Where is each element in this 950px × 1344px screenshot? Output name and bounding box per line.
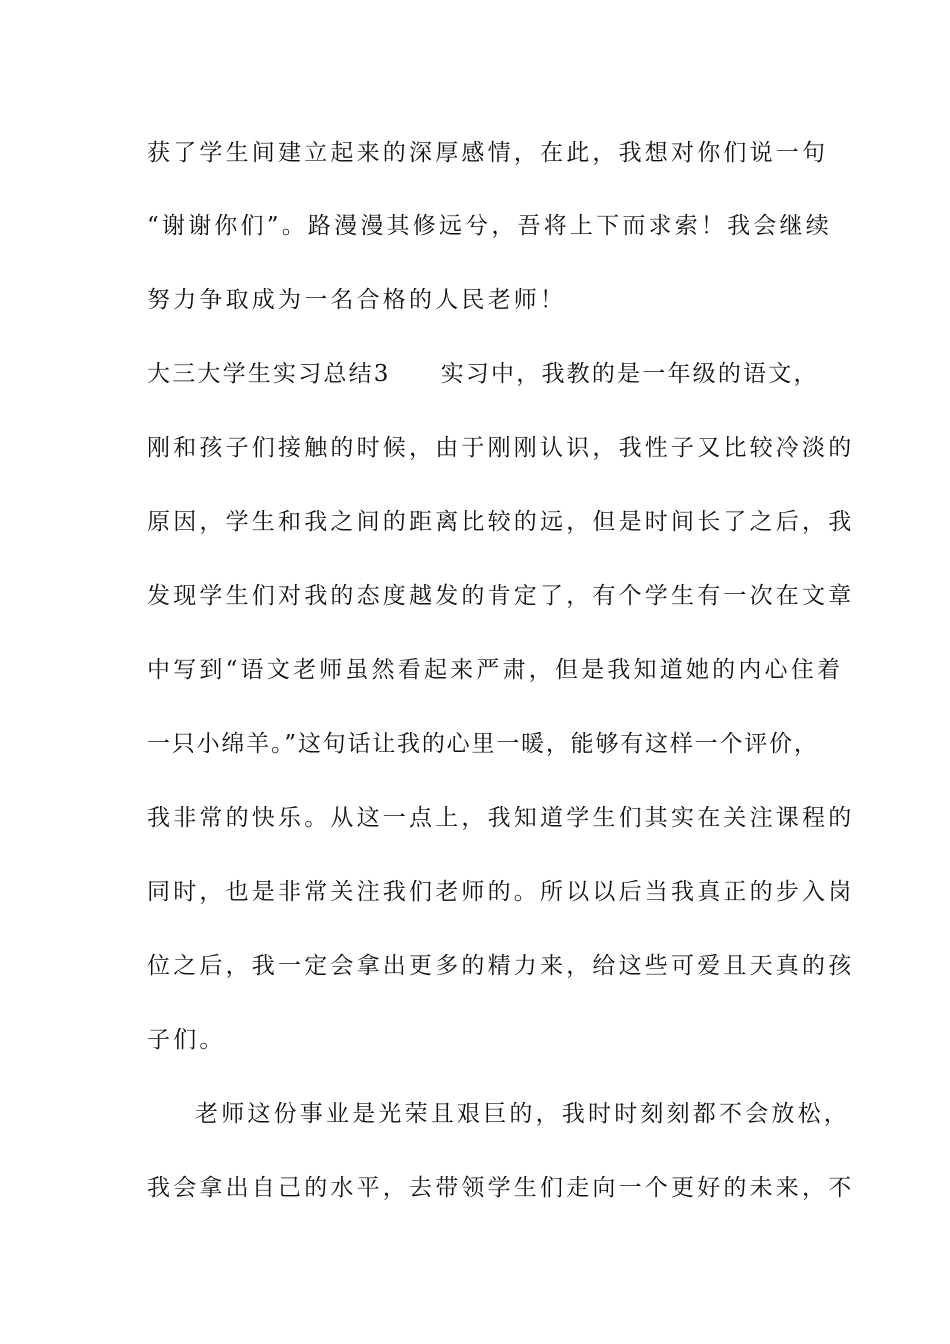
paragraph-line: 发现学生们对我的态度越发的肯定了，有个学生有一次在文章 [147,583,855,609]
paragraph-line: 我非常的快乐。从这一点上，我知道学生们其实在关注课程的 [147,805,855,831]
paragraph-line: 我会拿出自己的水平，去带领学生们走向一个更好的未来，不 [147,1175,855,1201]
paragraph-line: 同时，也是非常关注我们老师的。所以以后当我真正的步入岗 [147,879,855,905]
section-first-text: 实习中，我教的是一年级的语文， [440,361,819,387]
paragraph-line: 刚和孩子们接触的时候，由于刚刚认识，我性子又比较冷淡的 [147,435,855,461]
paragraph-line: 位之后，我一定会拿出更多的精力来，给这些可爱且天真的孩 [147,953,855,979]
paragraph-line: 一只小绵羊。”这句话让我的心里一暖，能够有这样一个评价， [147,731,819,757]
paragraph-line: 努力争取成为一名合格的人民老师！ [147,287,567,313]
paragraph-line: 原因，学生和我之间的距离比较的远，但是时间长了之后，我 [147,509,855,535]
section-heading: 大三大学生实习总结3 [147,361,391,387]
paragraph-line: “谢谢你们”。路漫漫其修远兮，吾将上下而求索！我会继续 [147,213,832,239]
paragraph-line: 中写到“语文老师虽然看起来严肃，但是我知道她的内心住着 [147,657,844,683]
paragraph-line-indented: 老师这份事业是光荣且艰巨的，我时时刻刻都不会放松， [195,1101,850,1127]
paragraph-line: 子们。 [147,1027,226,1053]
paragraph-line: 获了学生间建立起来的深厚感情，在此，我想对你们说一句 [147,140,829,166]
section-heading-line [147,354,827,394]
